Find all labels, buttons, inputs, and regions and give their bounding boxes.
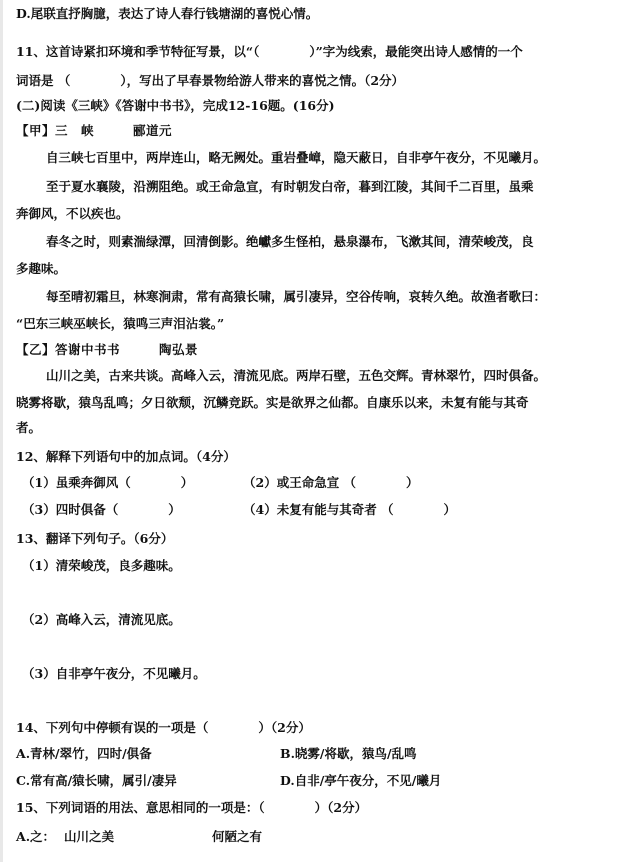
passage-yi-heading: 【乙】答谢中书书 陶弘景 [16, 342, 199, 357]
q12-item: （1）虽乘奔御风（ ） [22, 475, 194, 490]
q15-option-a-left: 山川之美 [64, 829, 115, 844]
section-heading: (二)阅读《三峡》《答谢中书书》，完成12-16题。(16分) [16, 98, 335, 113]
passage-jia-line: “巴东三峡巫峡长，猿鸣三声泪沾裳。” [16, 316, 225, 331]
q14-option: B.晓雾/将歇，猿鸟/乱鸣 [280, 746, 417, 761]
q13-item: （1）清荣峻茂，良多趣味。 [22, 558, 181, 573]
passage-jia-heading: 【甲】三 峡 郦道元 [16, 123, 173, 138]
q11-line-1: 11、这首诗紧扣环境和季节特征写景，以“（ ）”字为线索，最能突出诗人感情的一个 [16, 44, 523, 59]
passage-jia-line: 每至晴初霜旦，林寒涧肃，常有高猿长啸，属引凄异，空谷传响，哀转久绝。故渔者歌曰： [46, 289, 547, 304]
q14-option: C.常有高/猿长啸，属引/凄异 [16, 773, 177, 788]
passage-yi-line: 晓雾将歇，猿鸟乱鸣；夕日欲颓，沉鳞竞跃。实是欲界之仙都。自康乐以来，未复有能与其奇 [16, 395, 529, 410]
passage-jia-line: 至于夏水襄陵，沿溯阻绝。或王命急宣，有时朝发白帝，暮到江陵，其间千二百里，虽乘 [46, 179, 534, 194]
q15-stem: 15、下列词语的用法、意思相同的一项是：（ ）（2分） [16, 800, 368, 815]
passage-jia-line: 自三峡七百里中，两岸连山，略无阙处。重岩叠嶂，隐天蔽日，自非亭午夜分，不见曦月。 [46, 150, 547, 165]
q12-item: （4）未复有能与其奇者 （ ） [243, 502, 457, 517]
passage-yi-line: 者。 [16, 420, 42, 435]
passage-jia-line: 多趣味。 [16, 261, 67, 276]
paper-edge [0, 0, 3, 862]
q14-stem: 14、下列句中停顿有误的一项是（ ）（2分） [16, 720, 311, 735]
passage-jia-line: 春冬之时，则素湍绿潭，回清倒影。绝巘多生怪柏，悬泉瀑布，飞漱其间，清荣峻茂，良 [46, 234, 534, 249]
q13-item: （2）高峰入云，清流见底。 [22, 612, 181, 627]
q12-item: （2）或王命急宣 （ ） [243, 475, 419, 490]
q14-option: D.自非/亭午夜分，不见/曦月 [280, 773, 442, 788]
q15-option-a-label: A.之： [16, 829, 56, 844]
passage-yi-line: 山川之美，古来共谈。高峰入云，清流见底。两岸石壁，五色交辉。青林翠竹，四时俱备。 [46, 368, 547, 383]
q13-stem: 13、翻译下列句子。（6分） [16, 531, 174, 546]
q13-item: （3）自非亭午夜分，不见曦月。 [22, 666, 206, 681]
q15-option-a-right: 何陋之有 [212, 829, 263, 844]
q12-stem: 12、解释下列语句中的加点词。（4分） [16, 449, 236, 464]
q11-line-2: 词语是 （ ），写出了早春景物给游人带来的喜悦之情。（2分） [16, 73, 405, 88]
q10-option-d: D.尾联直抒胸臆，表达了诗人春行钱塘湖的喜悦心情。 [16, 6, 319, 21]
passage-jia-line: 奔御风，不以疾也。 [16, 206, 129, 221]
q12-item: （3）四时俱备（ ） [22, 502, 181, 517]
q14-option: A.青林/翠竹，四时/俱备 [16, 746, 152, 761]
